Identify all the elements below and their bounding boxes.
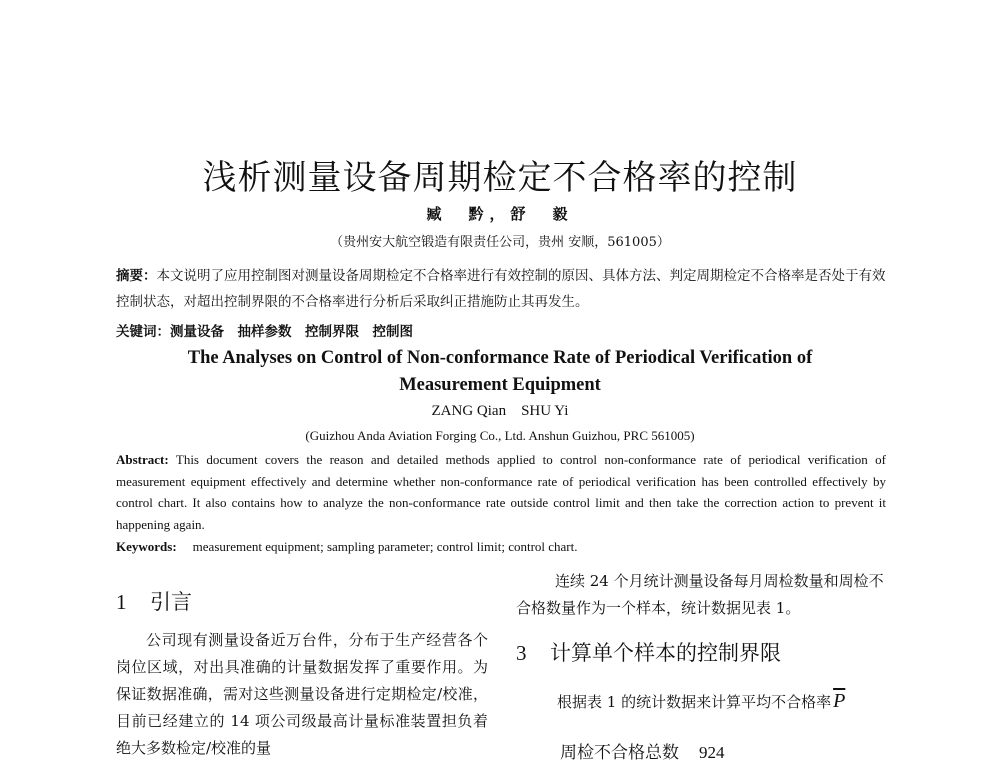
abstract-text-cn: 本文说明了应用控制图对测量设备周期检定不合格率进行有效控制的原因、具体方法、判定周期检定不合格率是否处于有效控制状态，对超出控制界限的不合格率进行分析后采取纠正措施防止其再发生。 [116,268,886,310]
abstract-en [116,449,886,535]
section-3-heading [516,637,781,667]
paper-title-en [0,345,1000,399]
abstract-label-cn: 摘要： [116,268,157,284]
right-paragraph-1: 连续 24 个月统计测量设备每月周检数量和周检不合格数量作为一个样本，统计数据见表 1。 [516,572,884,617]
section-1-number: 1 [116,590,127,614]
keywords-label-en: Keywords: [116,539,177,554]
section-3-title: 计算单个样本的控制界限 [550,641,781,665]
abstract-cn [116,263,886,315]
authors-cn: 臧 黔，舒 毅 [426,205,574,223]
formula-value: 924 [699,743,725,762]
paper-title-en-line2: Measurement Equipment [399,375,601,395]
affiliation-en: (Guizhou Anda Aviation Forging Co., Ltd. Anshun Guizhou, PRC 561005) [305,428,695,443]
section-1-title: 引言 [150,590,192,614]
keywords-cn: 关键词：测量设备 抽样参数 控制界限 控制图 [116,324,413,340]
affiliation-cn: （贵州安大航空锻造有限责任公司，贵州 安顺，561005） [330,235,670,250]
formula-line [560,738,725,763]
right-paragraph-2-text: 根据表 1 的统计数据来计算平均不合格率 [557,693,832,711]
authors-en: ZANG Qian SHU Yi [431,403,569,419]
section-1-paragraph: 公司现有测量设备近万台件，分布于生产经营各个岗位区域，对出具准确的计量数据发挥了重要作用。为保证数据准确，需对这些测量设备进行定期检定/校准，目前已经建立的 14 项公司级最高计量标准装置担负着绝大多数检定/校准的量 [116,631,488,757]
paper-title-cn: 浅析测量设备周期检定不合格率的控制 [202,158,798,198]
formula-label: 周检不合格总数 [560,743,679,763]
right-paragraph-2 [557,690,845,713]
keywords-en [116,539,578,555]
paper-title-en-line1: The Analyses on Control of Non-conformance Rate of Periodical Verification of [187,348,813,368]
p-bar-symbol: $\overline{P}$ [833,690,846,712]
abstract-label-en: Abstract: [116,452,169,467]
keywords-text-en: measurement equipment; sampling parameter; control limit; control chart. [192,539,578,554]
section-3-number: 3 [516,641,527,665]
abstract-text-en: This document covers the reason and detailed methods applied to control non-conformance rate of periodical verification of measurement equipment effectively and determine whether non-conformance rate of periodical verification has been controlled effectively by control chart. It also contains how to analyze the non-conformance rate outside control limit and then take the correction action to prevent it happening again. [116,452,886,532]
section-1-heading [116,586,192,616]
